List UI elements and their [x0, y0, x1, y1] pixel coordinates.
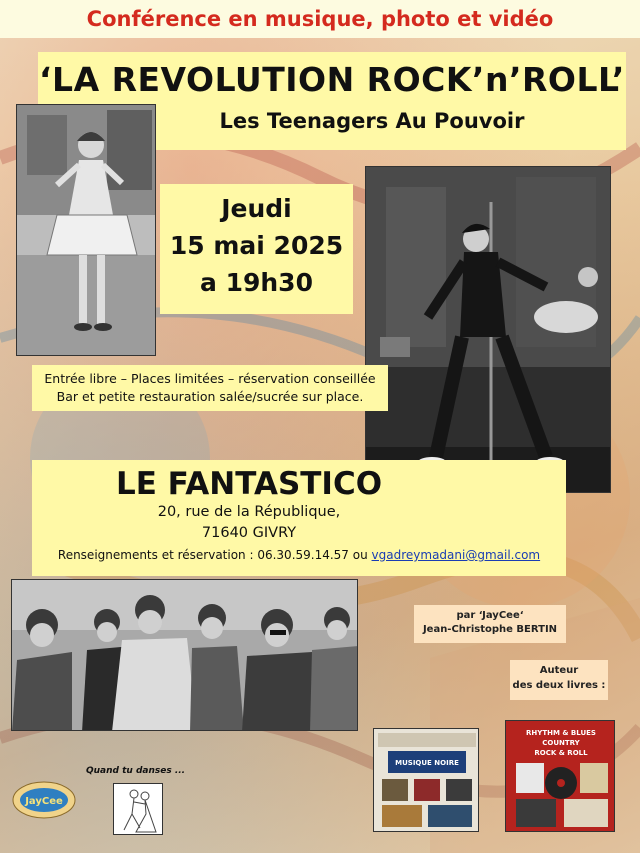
- venue-name: LE FANTASTICO: [115, 466, 383, 502]
- date-date: 15 mai 2025: [169, 231, 344, 260]
- top-banner: [0, 0, 640, 38]
- svg-text:RHYTHM & BLUES: RHYTHM & BLUES: [526, 729, 596, 737]
- vintage-photo-performer: [365, 166, 611, 493]
- venue-city: 71640 GIVRY: [201, 525, 297, 541]
- books-line-2: des deux livres :: [512, 680, 606, 691]
- svg-text:COUNTRY: COUNTRY: [542, 739, 580, 747]
- contact-line: [32, 544, 566, 562]
- venue-box: [32, 460, 566, 576]
- contact-text: Renseignements et réservation : 06.30.59.14.57 ou: [57, 548, 372, 562]
- date-time: a 19h30: [200, 268, 313, 297]
- book-cover-rhythm-blues: [505, 720, 615, 832]
- info-line-1: Entrée libre – Places limitées – réservation conseillée: [44, 371, 376, 386]
- author-box: [414, 605, 566, 643]
- venue-street: 20, rue de la République,: [157, 504, 341, 520]
- books-label: [510, 660, 608, 700]
- jaycee-logo: [12, 780, 76, 820]
- subtitle: Les Teenagers Au Pouvoir: [219, 109, 525, 133]
- date-day: Jeudi: [221, 194, 292, 223]
- vintage-photo-teenagers: [11, 579, 358, 731]
- svg-text:ROCK & ROLL: ROCK & ROLL: [534, 749, 588, 757]
- vintage-photo-girl: [16, 104, 156, 356]
- date-box: [160, 184, 353, 314]
- main-title: ‘LA REVOLUTION ROCK’n’ROLL’: [39, 60, 625, 99]
- email-link[interactable]: vgadreymadani@gmail.com: [371, 548, 541, 562]
- dance-caption: Quand tu danses ...: [86, 766, 186, 776]
- svg-text:MUSIQUE NOIRE: MUSIQUE NOIRE: [395, 759, 459, 767]
- info-line-2: Bar et petite restauration salée/sucrée sur place.: [56, 389, 364, 404]
- author-by: par ‘JayCee‘: [456, 610, 524, 621]
- dance-sketch: [113, 783, 163, 835]
- books-line-1: Auteur: [539, 665, 579, 676]
- info-box: [32, 365, 388, 411]
- author-name: Jean-Christophe BERTIN: [422, 624, 558, 635]
- logo-text: JayCee: [25, 796, 63, 807]
- banner-text: Conférence en musique, photo et vidéo: [86, 7, 554, 31]
- book-cover-musique-noire: [373, 728, 479, 832]
